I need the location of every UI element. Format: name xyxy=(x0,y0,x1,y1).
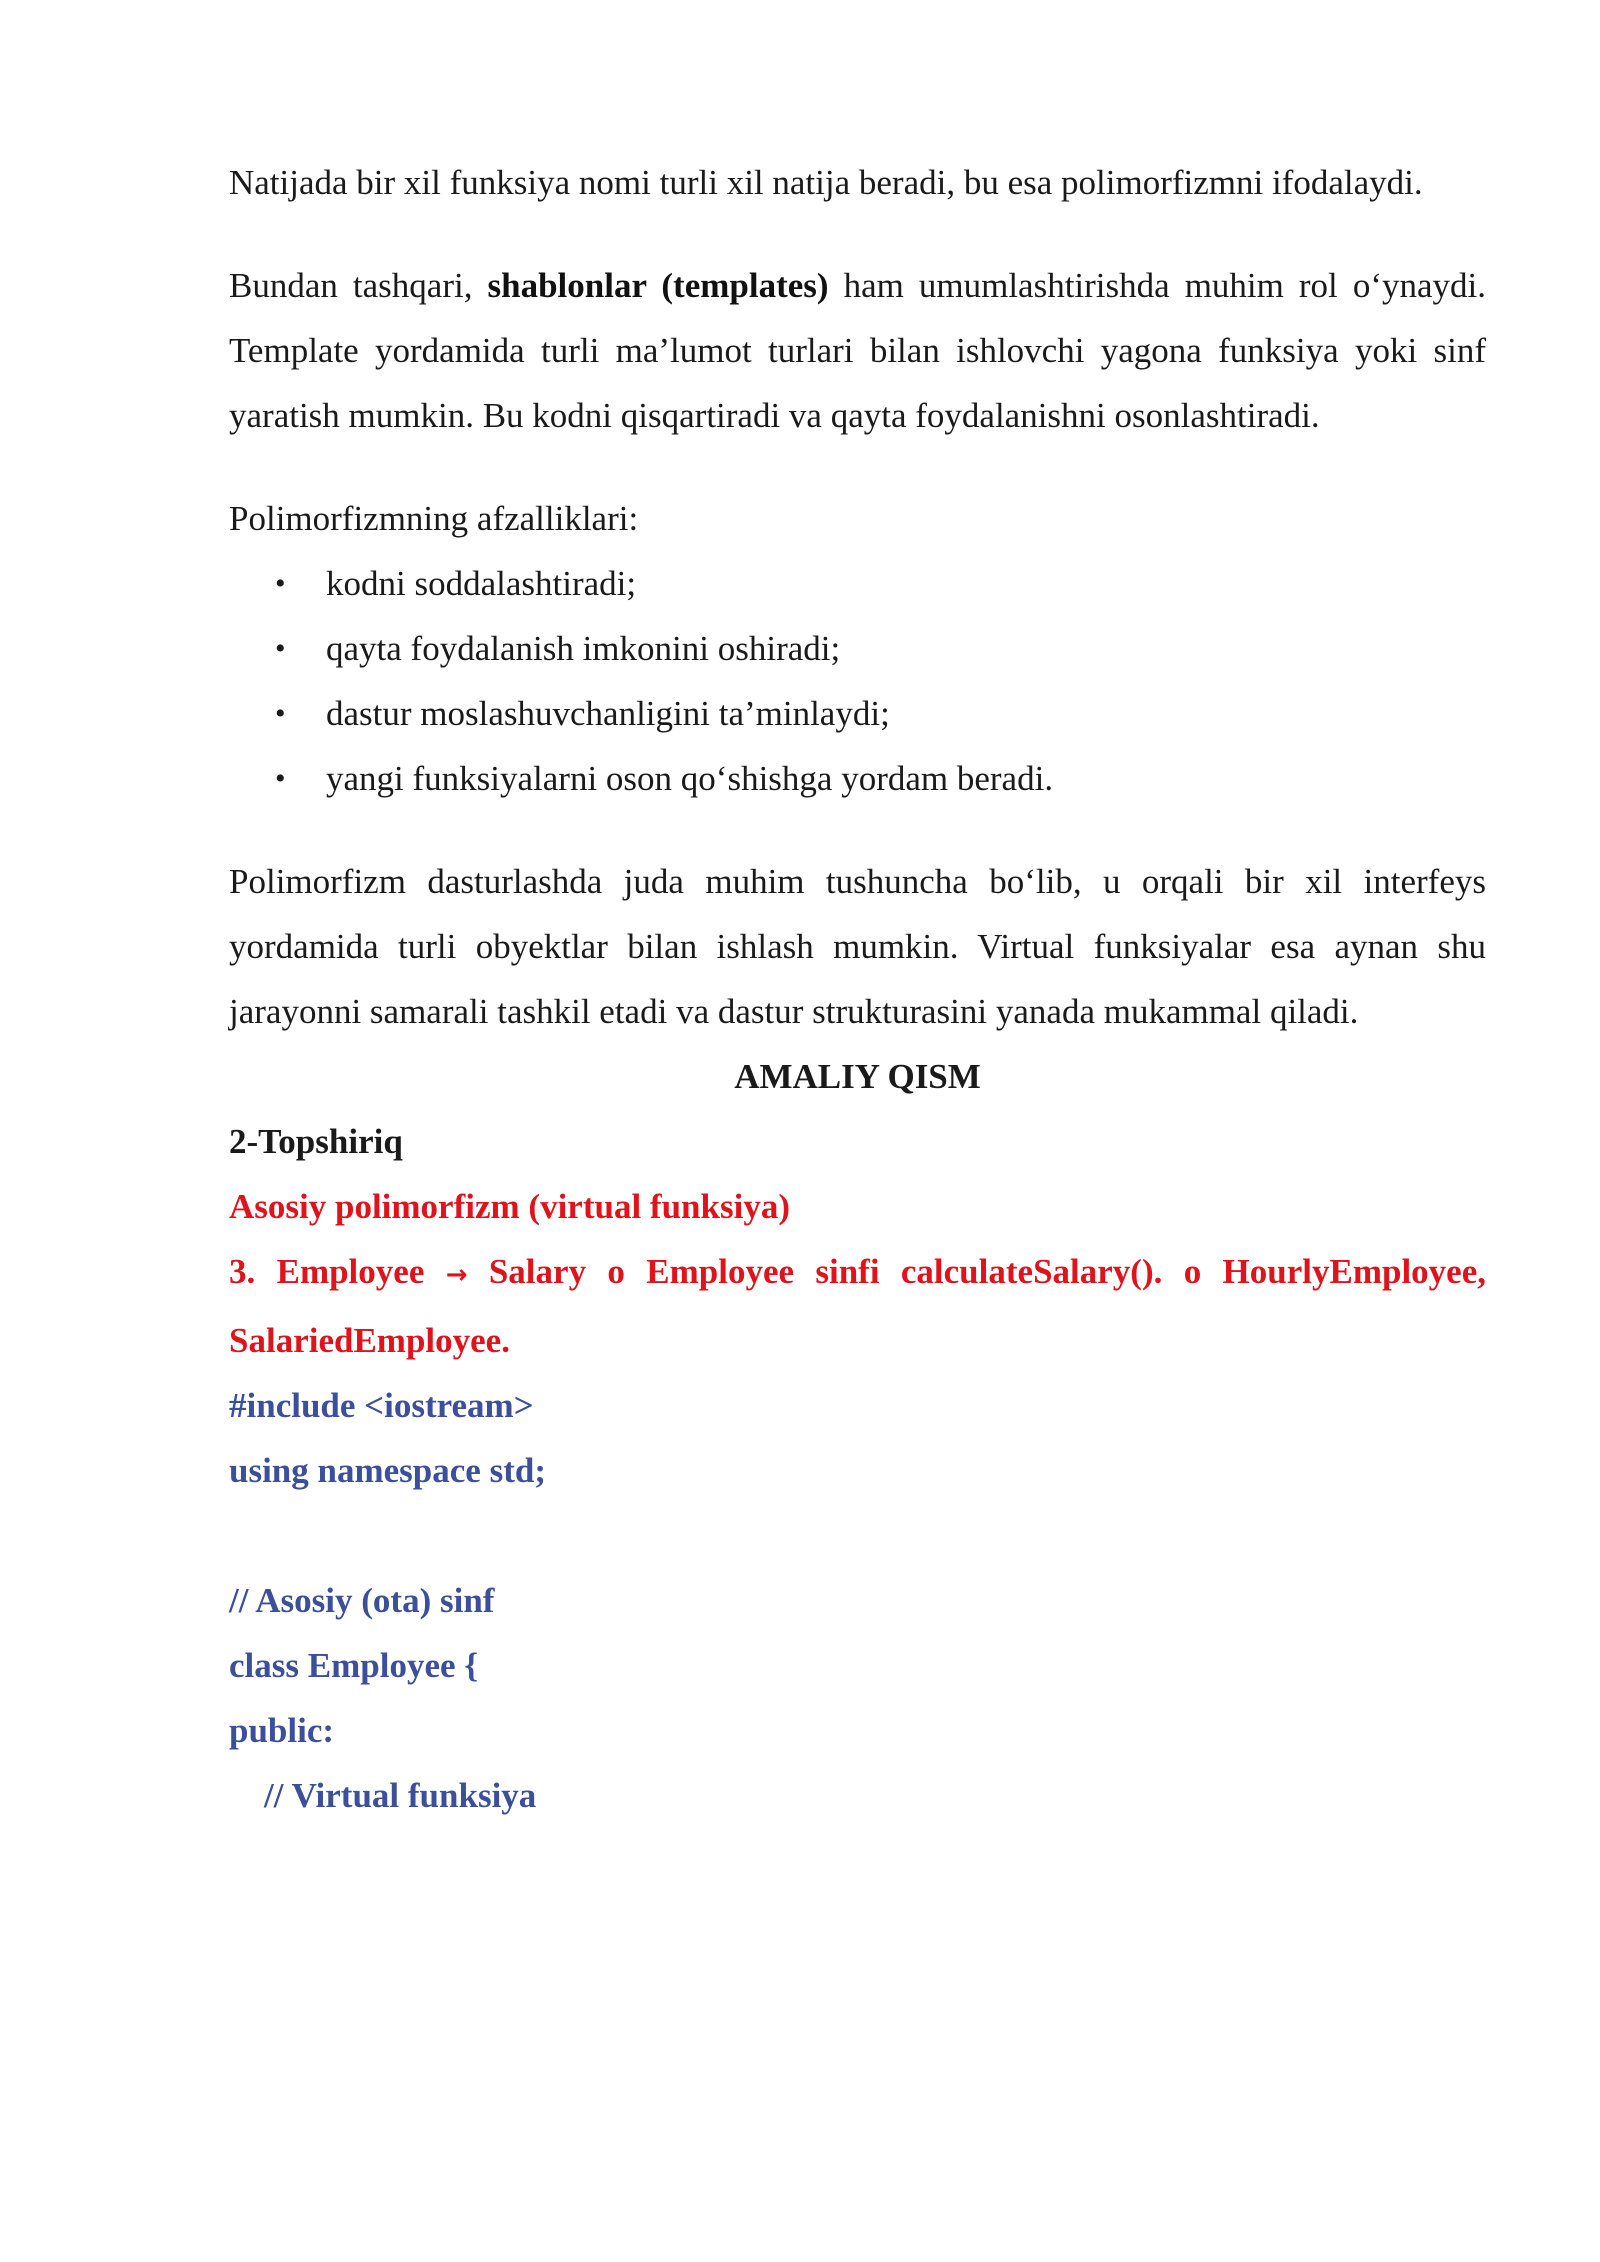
paragraph-templates-rest: ham umumlashtirishda muhim rol o‘ynaydi. Template yordamida turli ma’lumot turlari bilan ishlovchi yagona funksiya yoki sinf yaratish mumkin. Bu kodni qisqartiradi va qayta foydalanishni osonlashtiradi. xyxy=(229,266,1486,435)
paragraph-summary: Polimorfizm dasturlashda juda muhim tushuncha bo‘lib, u orqali bir xil interfeys yordamida turli obyektlar bilan ishlash mumkin. Virtual funksiyalar esa aynan shu jarayonni samarali tashkil etadi va dastur strukturasini yanada mukammal qiladi. xyxy=(229,862,1486,1031)
paragraph-templates-intro: Bundan tashqari, xyxy=(229,266,488,305)
paragraph-templates xyxy=(229,253,1486,448)
code-block xyxy=(229,1373,1486,1828)
list-item-text: kodni soddalashtiradi; xyxy=(326,564,637,603)
paragraph-result: Natijada bir xil funksiya nomi turli xil natija beradi, bu esa polimorfizmni ifodalaydi. xyxy=(229,163,1423,202)
bullet-icon: • xyxy=(275,697,286,730)
list-item xyxy=(229,616,1486,681)
right-arrow-icon: → xyxy=(445,1260,468,1290)
bullet-icon: • xyxy=(275,632,286,665)
task-description-part1: 3. Employee xyxy=(229,1252,446,1291)
task-description-part2: Salary o Employee sinfi calculateSalary(). o HourlyEmployee, SalariedEmployee. xyxy=(229,1252,1486,1360)
paragraph-advantages-title: Polimorfizmning afzalliklari: xyxy=(229,499,639,538)
list-item xyxy=(229,551,1486,616)
list-item xyxy=(229,681,1486,746)
task-description xyxy=(229,1239,1486,1373)
list-item xyxy=(229,746,1486,811)
advantages-list xyxy=(229,551,1486,811)
task-title: 2-Topshiriq xyxy=(229,1122,403,1161)
code-line: class Employee { xyxy=(229,1646,479,1685)
code-line: using namespace std; xyxy=(229,1451,546,1490)
list-item-text: yangi funksiyalarni oson qo‘shishga yordam beradi. xyxy=(326,759,1054,798)
section-heading: AMALIY QISM xyxy=(734,1057,981,1096)
code-line: // Asosiy (ota) sinf xyxy=(229,1581,495,1620)
code-line-blank xyxy=(229,1503,1486,1568)
bullet-icon: • xyxy=(275,762,286,795)
code-line: public: xyxy=(229,1711,335,1750)
paragraph-templates-bold: shablonlar (templates) xyxy=(487,266,829,305)
task-subtitle: Asosiy polimorfizm (virtual funksiya) xyxy=(229,1187,790,1226)
code-line: // Virtual funksiya xyxy=(229,1776,537,1815)
list-item-text: dastur moslashuvchanligini ta’minlaydi; xyxy=(326,694,890,733)
code-line: #include <iostream> xyxy=(229,1386,534,1425)
bullet-icon: • xyxy=(275,567,286,600)
list-item-text: qayta foydalanish imkonini oshiradi; xyxy=(326,629,841,668)
document-page xyxy=(229,150,1486,1828)
